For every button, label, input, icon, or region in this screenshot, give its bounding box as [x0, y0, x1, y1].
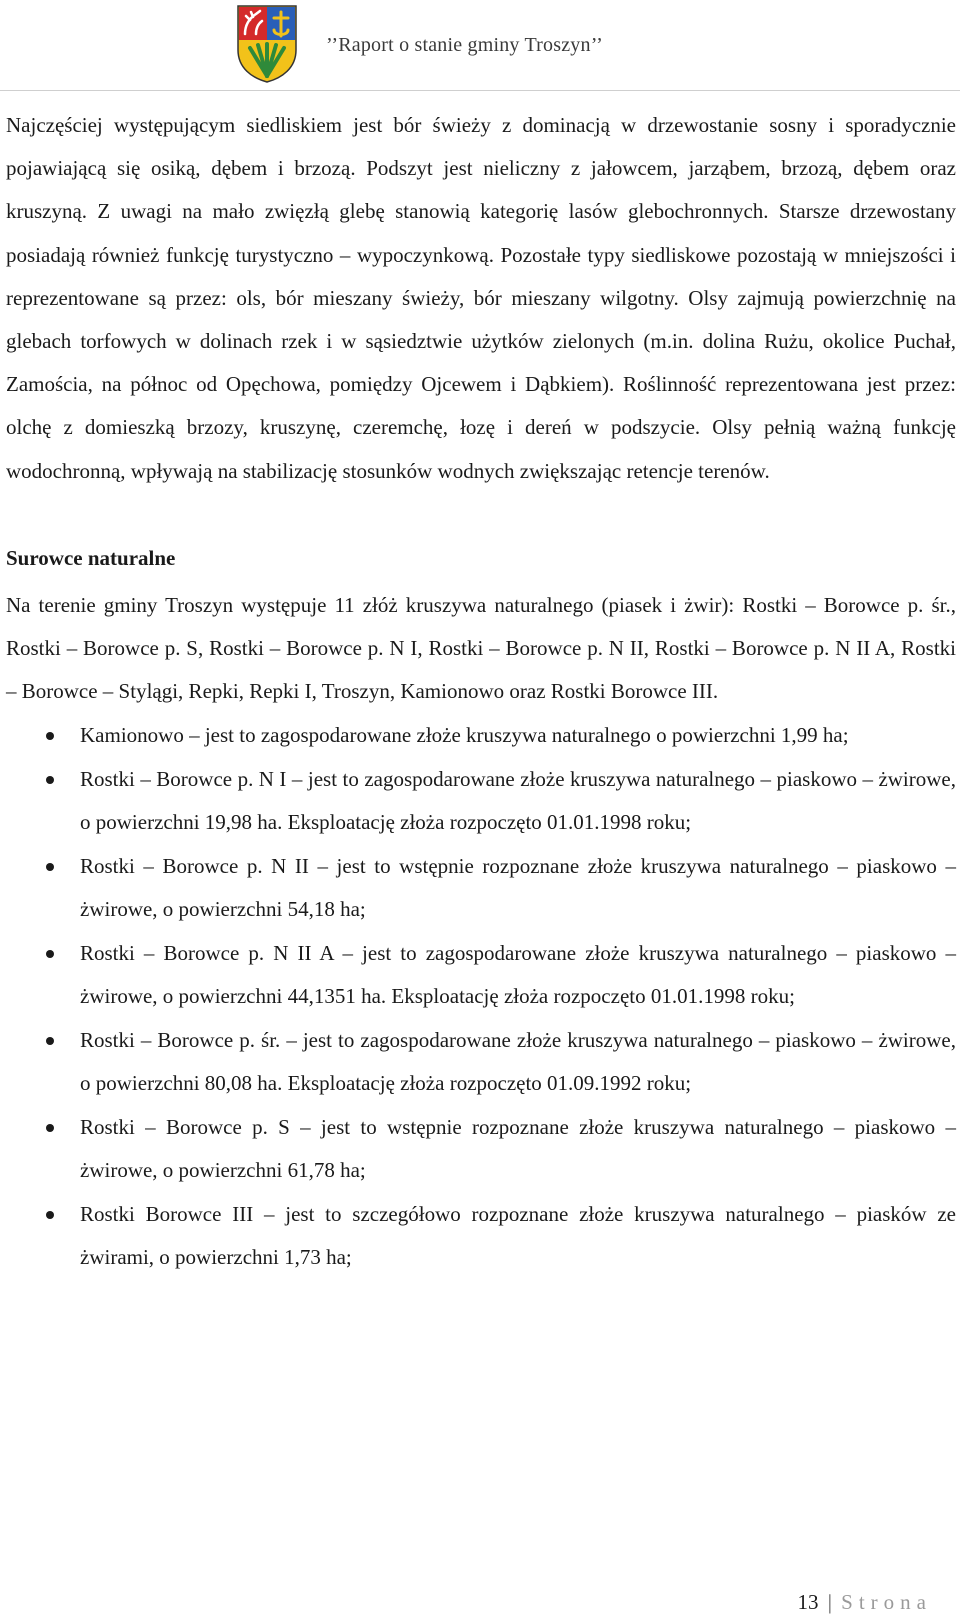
list-item — [6, 1193, 956, 1279]
deposit-list — [6, 714, 956, 1279]
forest-habitat-paragraph: Najczęściej występującym siedliskiem jest bór świeży z dominacją w drzewostanie sosny i sporadycznie pojawiającą się osiką, dębem i brzozą. Podszyt jest nieliczny z jałowcem, jarząbem, brzozą, dębem oraz kruszyną. Z uwagi na mało zwięzłą glebę stanowią kategorię lasów glebochronnych. Starsze drzewostany posiadają również funkcję turystyczno – wypoczynkową. Pozostałe typy siedliskowe pozostają w mniejszości i reprezentowane są przez: ols, bór mieszany świeży, bór mieszany wilgotny. Olsy zajmują powierzchnię na glebach torfowych w dolinach rzek i w sąsiedztwie użytków zielonych (m.in. dolina Rużu, okolice Puchał, Zamościa, na północ od Opęchowa, pomiędzy Ojcewem i Dąbkiem). Roślinność reprezentowana jest przez: olchę z domieszką brzozy, kruszynę, czeremchę, łozę i dereń w podszycie. Olsy pełnią ważną funkcję wodochronną, wpływają na stabilizację stosunków wodnych zwiększając retencje terenów. — [6, 113, 956, 483]
page-content — [6, 104, 956, 1279]
page-number: 13 — [797, 1590, 819, 1614]
coat-of-arms-icon — [236, 4, 298, 84]
list-item — [6, 845, 956, 931]
page-footer — [797, 1590, 932, 1615]
list-item-text: Rostki – Borowce p. N II – jest to wstępnie rozpoznane złoże kruszywa naturalnego – piaskowo – żwirowe, o powierzchni 54,18 ha; — [80, 854, 956, 922]
page-label: Strona — [841, 1590, 932, 1614]
list-item-text: Rostki – Borowce p. N I – jest to zagospodarowane złoże kruszywa naturalnego – piaskowo – żwirowe, o powierzchni 19,98 ha. Eksploatację złoża rozpoczęto 01.01.1998 roku; — [80, 767, 956, 835]
bullet-icon — [46, 1124, 54, 1132]
header-divider — [0, 90, 960, 91]
bullet-icon — [46, 1211, 54, 1219]
bullet-icon — [46, 1037, 54, 1045]
footer-separator: | — [827, 1590, 832, 1614]
list-item-text: Rostki – Borowce p. śr. – jest to zagospodarowane złoże kruszywa naturalnego – piaskowo – żwirowe, o powierzchni 80,08 ha. Eksploatację złoża rozpoczęto 01.09.1992 roku; — [80, 1028, 956, 1096]
list-item-text: Rostki – Borowce p. S – jest to wstępnie rozpoznane złoże kruszywa naturalnego – piaskowo – żwirowe, o powierzchni 61,78 ha; — [80, 1115, 956, 1183]
section-heading: Surowce naturalne — [6, 545, 176, 570]
section-intro-paragraph: Na terenie gminy Troszyn występuje 11 złóż kruszywa naturalnego (piasek i żwir): Rostki – Borowce p. śr., Rostki – Borowce p. S, Rostki – Borowce p. N I, Rostki – Borowce p. N II, Rostki – Borowce p. N II A, Rostki – Borowce – Stylągi, Repki, Repki I, Troszyn, Kamionowo oraz Rostki Borowce III. — [6, 592, 956, 704]
list-item — [6, 932, 956, 1018]
bullet-icon — [46, 950, 54, 958]
list-item-text: Rostki – Borowce p. N II A – jest to zagospodarowane złoże kruszywa naturalnego – piaskowo – żwirowe, o powierzchni 44,1351 ha. Eksploatację złoża rozpoczęto 01.01.1998 roku; — [80, 941, 956, 1009]
list-item — [6, 714, 956, 757]
list-item-text: Kamionowo – jest to zagospodarowane złoże kruszywa naturalnego o powierzchni 1,99 ha; — [80, 723, 849, 748]
list-item — [6, 1019, 956, 1105]
page-header — [0, 0, 960, 96]
bullet-icon — [46, 732, 54, 740]
list-item — [6, 1106, 956, 1192]
bullet-icon — [46, 776, 54, 784]
list-item-text: Rostki Borowce III – jest to szczegółowo rozpoznane złoże kruszywa naturalnego – piasków ze żwirami, o powierzchni 1,73 ha; — [80, 1202, 956, 1270]
report-title: ’’Raport o stanie gminy Troszyn’’ — [326, 34, 603, 56]
list-item — [6, 758, 956, 844]
bullet-icon — [46, 863, 54, 871]
